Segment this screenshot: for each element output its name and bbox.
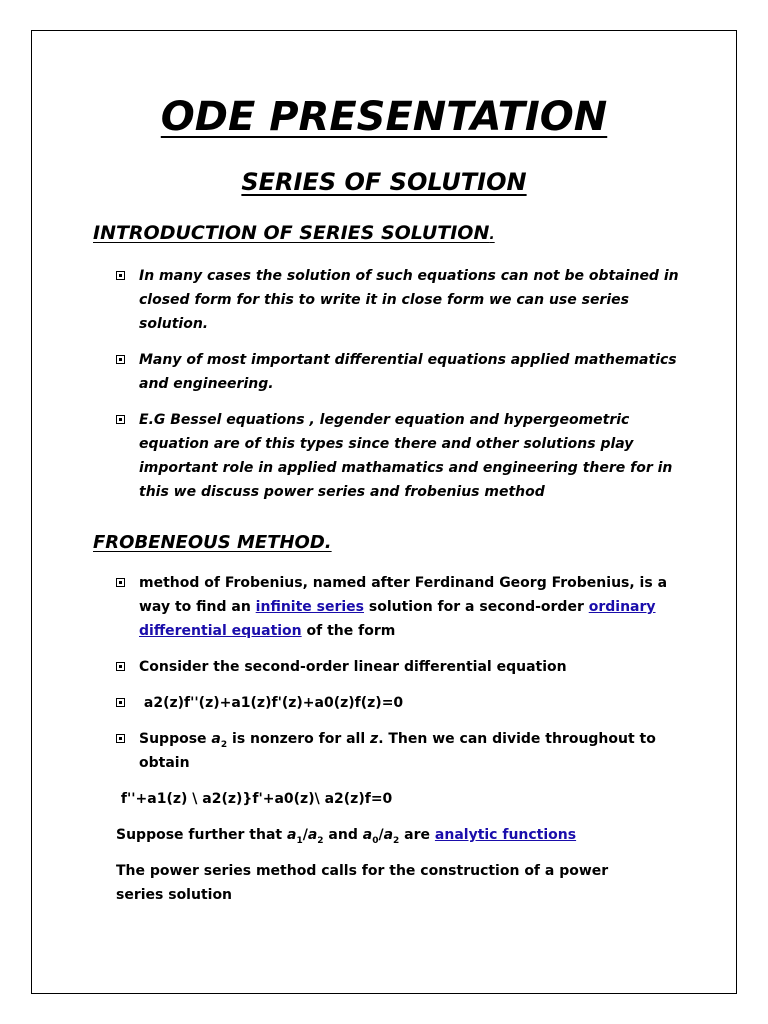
coefficient-a: a: [211, 731, 221, 747]
checkbox-bullet-icon: [116, 578, 125, 587]
document-title: ODE PRESENTATION: [160, 94, 608, 140]
list-item-text: method of Frobenius, named after Ferdinand Georg Frobenius, is a way to find an: [139, 575, 668, 615]
list-item: [116, 691, 686, 715]
slash: /: [378, 827, 384, 843]
list-item: [116, 264, 686, 336]
list-item-text: E.G Bessel equations , legender equation and hypergeometric equation are of this types since there and other solutions play important role in applied mathamatics and engineering there for in this we discuss power series and frobenius method: [139, 412, 673, 500]
list-item-text: . Then we can divide throughout to obtain: [139, 731, 656, 771]
coefficient-a: a: [362, 827, 373, 843]
divided-equation: f''+a1(z) \ a2(z)}f'+a0(z)\ a2(z)f=0: [116, 791, 393, 807]
list-item: [116, 571, 686, 643]
intro-heading-text: INTRODUCTION OF SERIES SOLUTION: [93, 222, 490, 244]
frobenius-heading: FROBENEOUS METHOD.: [93, 532, 332, 553]
analytic-functions-paragraph: [116, 823, 676, 847]
analytic-functions-link[interactable]: analytic functions: [434, 827, 577, 843]
paragraph-text: and: [323, 827, 363, 843]
subscript: 2: [220, 739, 228, 750]
subscript: 2: [317, 835, 324, 846]
checkbox-bullet-icon: [116, 271, 125, 280]
paragraph-text: are: [399, 827, 435, 843]
list-item-text: Many of most important differential equations applied mathematics and engineering.: [139, 352, 677, 392]
coefficient-a: a: [383, 827, 394, 843]
intro-heading-dot: .: [489, 227, 495, 243]
infinite-series-link[interactable]: infinite series: [255, 599, 365, 615]
checkbox-bullet-icon: [116, 355, 125, 364]
list-item-text: In many cases the solution of such equations can not be obtained in closed form for this to write it in close form we can use series solution.: [139, 268, 679, 332]
list-item: [116, 348, 686, 396]
slash: /: [302, 827, 308, 843]
list-item-text: solution for a second-order: [364, 599, 589, 615]
variable-z: z: [370, 731, 379, 747]
list-item-text: Suppose: [139, 731, 212, 747]
list-item: [116, 408, 686, 504]
intro-heading: [93, 222, 495, 244]
subscript: 2: [393, 835, 400, 846]
intro-bullet-list: [116, 264, 686, 504]
document-subtitle: SERIES OF SOLUTION: [241, 168, 527, 196]
list-item-text: of the form: [301, 623, 396, 639]
list-item-text: Consider the second-order linear differential equation: [139, 659, 567, 675]
checkbox-bullet-icon: [116, 698, 125, 707]
ordinary-differential-equation-link[interactable]: ordinary differential equation: [139, 599, 656, 639]
power-series-paragraph: The power series method calls for the construction of a power series solution: [116, 863, 609, 903]
list-item: [116, 727, 686, 775]
subscript: 1: [296, 835, 303, 846]
checkbox-bullet-icon: [116, 662, 125, 671]
checkbox-bullet-icon: [116, 734, 125, 743]
coefficient-a: a: [286, 827, 297, 843]
frobenius-bullet-list: [116, 571, 686, 775]
paragraph-text: Suppose further that: [116, 827, 287, 843]
list-item: [116, 655, 686, 679]
subscript: 0: [372, 835, 379, 846]
list-item-text: is nonzero for all: [227, 731, 371, 747]
equation-text: a2(z)f''(z)+a1(z)f'(z)+a0(z)f(z)=0: [139, 695, 404, 711]
checkbox-bullet-icon: [116, 415, 125, 424]
coefficient-a: a: [307, 827, 318, 843]
